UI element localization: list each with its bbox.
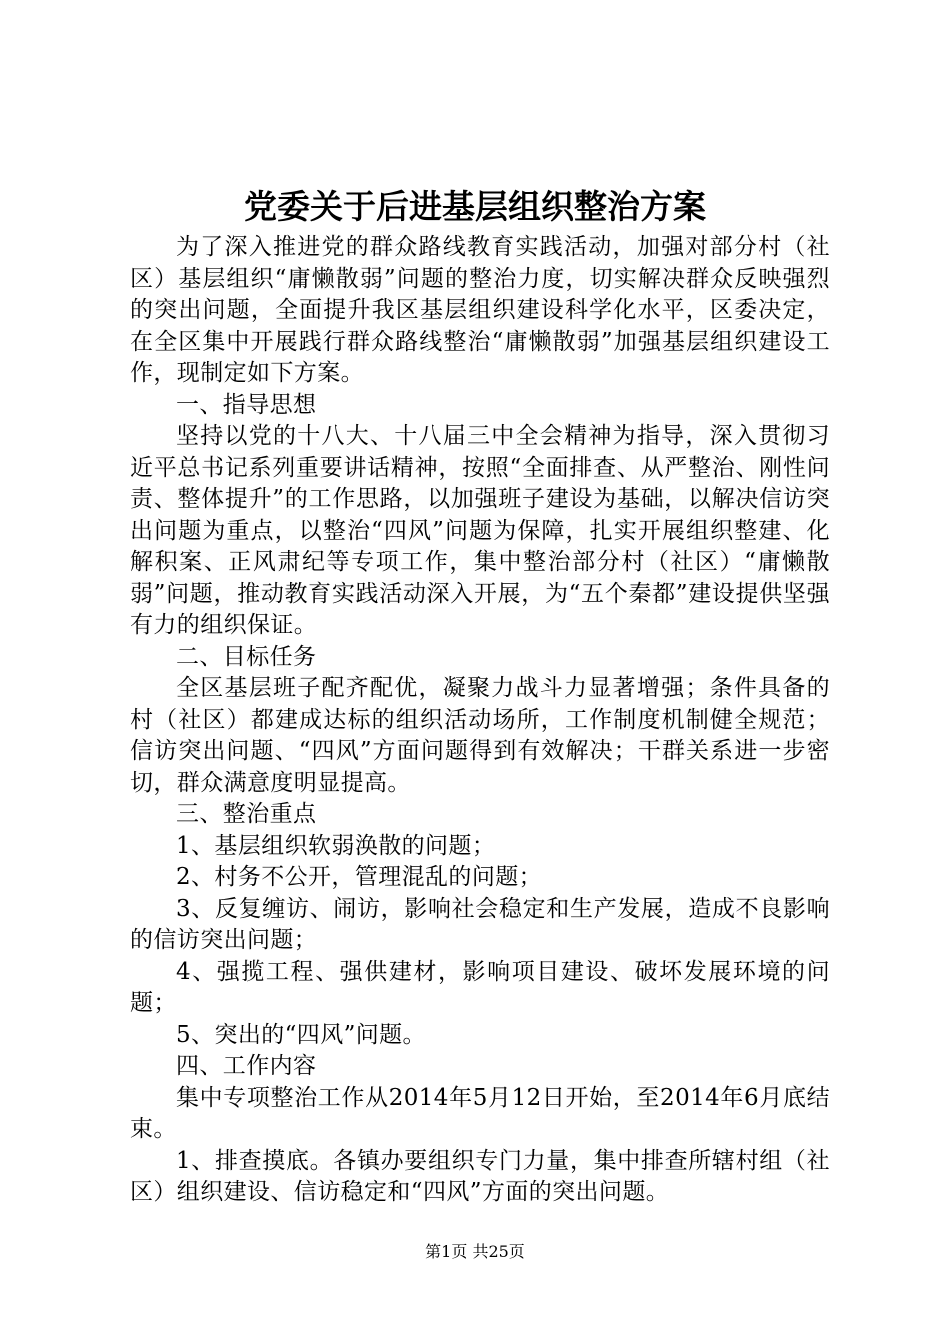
focus-item-3: 3、反复缠访、闹访，影响社会稳定和生产发展，造成不良影响的信访突出问题； (130, 895, 830, 953)
focus-item-2: 2、村务不公开，管理混乱的问题； (176, 864, 543, 890)
goals-paragraph: 全区基层班子配齐配优，凝聚力战斗力显著增强；条件具备的村（社区）都建成达标的组织活动场所，工作制度机制健全规范；信访突出问题、“四风”方面问题得到有效解决；干群关系进一步密切，群众满意度明显提高。 (130, 675, 830, 796)
focus-item-4: 4、强揽工程、强供建材，影响项目建设、破坏发展环境的问题； (130, 958, 830, 1016)
guiding-ideology-paragraph: 坚持以党的十八大、十八届三中全会精神为指导，深入贯彻习近平总书记系列重要讲话精神，按照“全面排查、从严整治、刚性问责、整体提升”的工作思路，以加强班子建设为基础，以解决信访突出问题为重点，以整治“四风”问题为保障，扎实开展组织整建、化解积案、正风肃纪等专项工作，集中整治部分村（社区）“庸懒散弱”问题，推动教育实践活动深入开展，为“五个秦都”建设提供坚强有力的组织保证。 (130, 423, 830, 638)
section-heading-goals: 二、目标任务 (176, 643, 317, 670)
page-footer: 第1页 共25页 (425, 1242, 525, 1261)
section-heading-focus: 三、整治重点 (176, 801, 317, 827)
document-body (130, 232, 830, 1209)
intro-paragraph: 为了深入推进党的群众路线教育实践活动，加强对部分村（社区）基层组织“庸懒散弱”问题的整治力度，切实解决群众反映强烈的突出问题，全面提升我区基层组织建设科学化水平，区委决定，在全区集中开展践行群众路线整治“庸懒散弱”加强基层组织建设工作，现制定如下方案。 (130, 234, 830, 386)
focus-item-5: 5、突出的“四风”问题。 (176, 1021, 426, 1048)
work-content-item-1: 1、排查摸底。各镇办要组织专门力量，集中排查所辖村组（社区）组织建设、信访稳定和“四风”方面的突出问题。 (130, 1147, 830, 1205)
document-title: 党委关于后进基层组织整治方案 (244, 187, 706, 226)
work-content-paragraph: 集中专项整治工作从2014年5月12日开始，至2014年6月底结束。 (130, 1084, 830, 1142)
focus-item-1: 1、基层组织软弱涣散的问题； (176, 832, 496, 859)
section-heading-work-content: 四、工作内容 (176, 1053, 317, 1079)
section-heading-guiding-ideology: 一、指导思想 (176, 391, 317, 418)
